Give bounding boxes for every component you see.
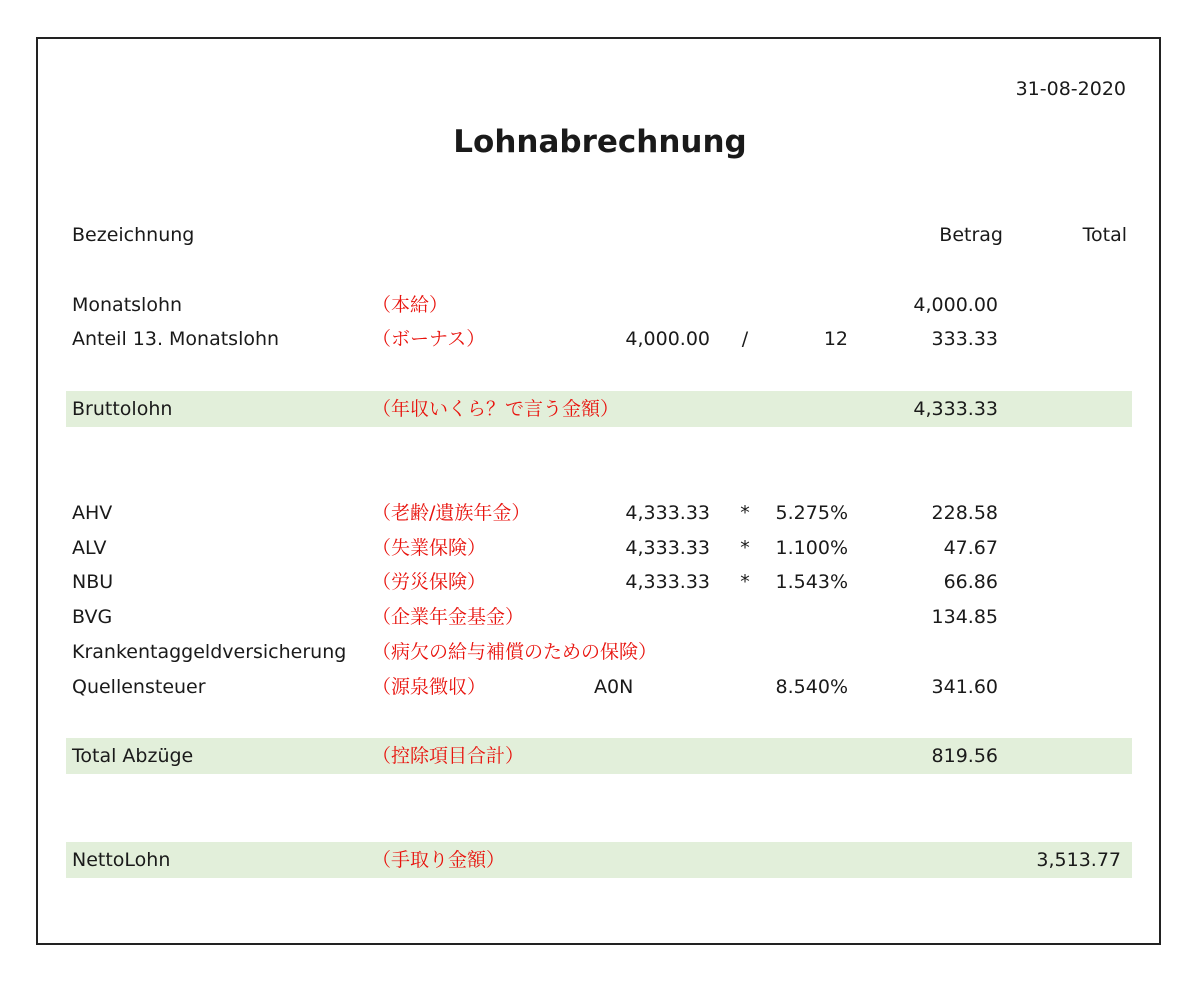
- row-annotation: （病欠の給与補償のための保険）: [372, 641, 658, 663]
- header-label: Bezeichnung: [72, 224, 195, 246]
- row-rate: 1.543%: [775, 571, 848, 593]
- row-amount: 819.56: [931, 745, 998, 767]
- row-amount: 341.60: [931, 676, 998, 698]
- row-rate: 5.275%: [775, 502, 848, 524]
- row-label: NBU: [72, 571, 114, 593]
- row-label: ALV: [72, 537, 107, 559]
- row-rate: 12: [823, 328, 848, 350]
- payslip-frame: [36, 37, 1161, 945]
- row-total: 3,513.77: [1036, 849, 1121, 871]
- row-amount: 4,000.00: [913, 294, 998, 316]
- row-operator: *: [740, 537, 750, 559]
- row-label: BVG: [72, 606, 113, 628]
- header-total: Total: [1082, 224, 1127, 246]
- row-label: Bruttolohn: [72, 398, 173, 420]
- row-rate: 1.100%: [775, 537, 848, 559]
- row-annotation: （手取り金額）: [372, 849, 506, 871]
- row-label: Quellensteuer: [72, 676, 206, 698]
- row-annotation: （本給）: [372, 294, 449, 316]
- row-label: Monatslohn: [72, 294, 183, 316]
- row-rate: 8.540%: [775, 676, 848, 698]
- row-base: 4,333.33: [625, 502, 710, 524]
- row-operator: *: [740, 502, 750, 524]
- nettolohn-band: [66, 842, 1132, 878]
- row-annotation: （控除項目合計）: [372, 745, 525, 767]
- header-amount: Betrag: [939, 224, 1003, 246]
- row-label: Anteil 13. Monatslohn: [72, 328, 280, 350]
- row-operator: *: [740, 571, 750, 593]
- row-amount: 228.58: [931, 502, 998, 524]
- row-annotation: （老齢/遺族年金）: [372, 502, 531, 524]
- row-base: 4,333.33: [625, 571, 710, 593]
- row-label: Total Abzüge: [72, 745, 194, 767]
- row-base: 4,333.33: [625, 537, 710, 559]
- row-operator: /: [741, 328, 749, 350]
- row-label: Krankentaggeldversicherung: [72, 641, 347, 663]
- row-amount: 66.86: [943, 571, 998, 593]
- row-annotation: （源泉徴収）: [372, 676, 487, 698]
- row-tax-code: A0N: [594, 676, 634, 698]
- row-label: AHV: [72, 502, 113, 524]
- row-annotation: （労災保険）: [372, 571, 487, 593]
- row-amount: 4,333.33: [913, 398, 998, 420]
- row-base: 4,000.00: [625, 328, 710, 350]
- row-amount: 333.33: [931, 328, 998, 350]
- row-amount: 134.85: [931, 606, 998, 628]
- row-label: NettoLohn: [72, 849, 171, 871]
- row-amount: 47.67: [943, 537, 998, 559]
- row-annotation: （ボーナス）: [372, 328, 486, 350]
- row-annotation: （失業保険）: [372, 537, 487, 559]
- row-annotation: （企業年金基金）: [372, 606, 525, 628]
- document-date: 31-08-2020: [1015, 78, 1126, 100]
- document-title: Lohnabrechnung: [453, 124, 747, 160]
- row-annotation: （年収いくら？で言う金額）: [372, 398, 620, 420]
